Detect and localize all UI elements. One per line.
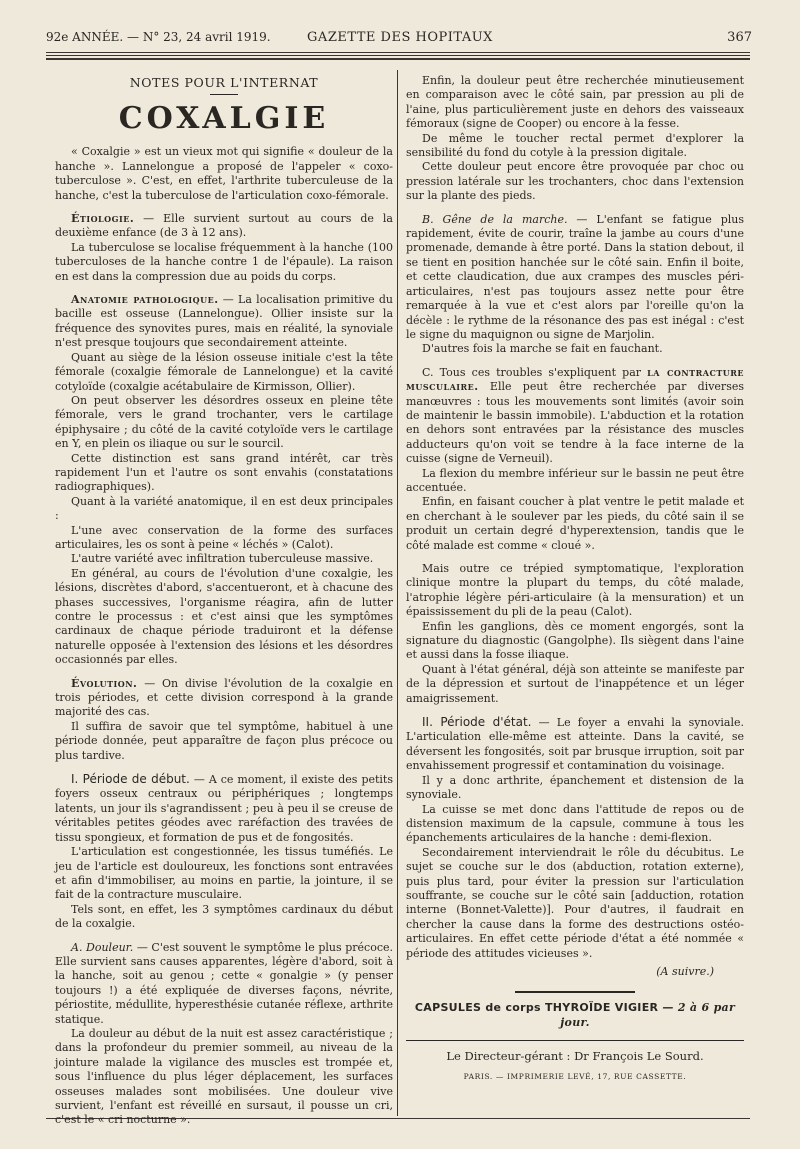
anatomie-p3: On peut observer les désordres osseux en pleine tête fémorale, vers le grand trochanter, vers le cartilage épiphysaire ; du côté de la cavité cotyloïde vers le cartilage en Y, en plein os iliaque ou sur le sourcil. (55, 393, 393, 451)
evolution-paragraph: Évolution. — On divise l'évolution de la coxalgie en trois périodes, et cette division correspond à la grande majorité des cas. (55, 676, 393, 719)
douleur-p2: La douleur au début de la nuit est assez caractéristique ; dans la profondeur du premier sommeil, au niveau de la jointure malade la vigilance des muscles est trompée et, sous l'influence du plus léger déplacement, les surfaces osseuses malades sont mobilisées. Une douleur vive survient, l'enfant est réveillé en sursaut, il pousse un cri, c'est le « cri nocturne ». (55, 1026, 393, 1127)
triad-p2: Enfin les ganglions, dès ce moment engorgés, sont la signature du diagnostic (Gangolphe). Ils siègent dans l'aine et aussi dans la fosse iliaque. (406, 619, 744, 662)
gene-p2: D'autres fois la marche se fait en fauchant. (422, 342, 663, 356)
anatomie-p2: Quant au siège de la lésion osseuse initiale c'est la tête fémorale (coxalgie fémorale de Lannelongue) et la cavité cotyloïde (coxalgie acétabulaire de Kirmisson, Ollier). (55, 350, 393, 393)
periode2-heading: II. Période d'état. (422, 715, 532, 730)
printer-line: PARIS. — IMPRIMERIE LEVÉ, 17, RUE CASSETTE. (463, 1071, 687, 1081)
contracture-p2: La flexion du membre inférieur sur le bassin ne peut être accentuée. (406, 466, 744, 494)
intro-paragraph: « Coxalgie » est un vieux mot qui signifie « douleur de la hanche ». Lannelongue a proposé de l'appeler « coxo-tuberculose ». C'est, en effet, l'arthrite tuberculeuse de la hanche, c'est la tuberculose de l'articulation coxo-fémorale. (55, 145, 393, 202)
page-number: 367 (727, 30, 752, 45)
triad-p3: Quant à l'état général, déjà son atteinte se manifeste par de la dépression et surtout de l'inappétence et un léger amaigrissement. (406, 662, 744, 705)
etiologie-paragraph: Étiologie. — Elle survient surtout au cours de la deuxième enfance (de 3 à 12 ans). (55, 212, 393, 240)
anatomie-p7: L'autre variété avec infiltration tuberculeuse massive. (71, 552, 374, 566)
header-rule-bottom (46, 58, 750, 60)
periode2-p4: Secondairement interviendrait le rôle du décubitus. Le sujet se couche sur le dos (abduction, rotation externe), puis plus tard, pour éviter la pression sur l'articulation souffrante, se couche sur le côté sain [adduction, rotation interne (Bonnet-Valette)]. Pour d'autres, il faudrait en chercher la cause dans la forme des destructions ostéo-articulaires. En effet cette période d'état a été nommée « période des attitudes vicieuses ». (406, 845, 744, 960)
contracture-p3: Enfin, en faisant coucher à plat ventre le petit malade et en cherchant à le soulever par les pieds, du côté sain il se produit un certain degré d'hyperextension, tandis que le côté malade est comme « cloué ». (406, 495, 744, 552)
douleur-heading: A. Douleur. (71, 940, 134, 954)
contracture-paragraph: C. Tous ces troubles s'expliquent par la contracture musculaire. Elle peut être recherchée par diverses manœuvres : tous les mouvements sont limités (avoir soin de maintenir le bassin immobile). L'abduction et la rotation en dehors sont entravées par la résistance des muscles adducteurs qu'on voit se tendre à la face interne de la cuisse (signe de Verneuil). (406, 365, 744, 466)
article-kicker: NOTES POUR L'INTERNAT (129, 75, 319, 90)
anatomie-heading: Anatomie pathologique. (71, 293, 219, 307)
article-title: COXALGIE (118, 101, 330, 137)
capsules-ad: CAPSULES de corps THYROÏDE VIGIER — 2 à 6 par jour. (414, 1001, 736, 1029)
anatomie-p6: L'une avec conservation de la forme des surfaces articulaires, les os sont à peine « léchés » (Calot). (55, 523, 393, 551)
evolution-p2: Il suffira de savoir que tel symptôme, habituel à une période donnée, peut apparaître de façon plus précoce ou plus tardive. (55, 719, 393, 762)
column-left (55, 74, 393, 1128)
column-divider (397, 70, 398, 1116)
ad-rule (515, 991, 635, 993)
gene-paragraph: B. Gêne de la marche. — L'enfant se fatigue plus rapidement, évite de courir, traîne la jambe au cours d'une promenade, demande à être porté. Dans la station debout, il se tient en position hanchée sur le côté sain. Enfin il boite, et cette claudication, due aux crampes des muscles péri-articulaires, n'est pas toujours assez nette pour être remarquée à la vue et c'est alors par l'oreille qu'on la décèle : le rythme de la résonance des pas est inégal : c'est le signe du maquignon ou signe de Marjolin. (406, 212, 744, 341)
douleur-p5: Cette douleur peut encore être provoquée par choc ou pression latérale sur les trochanters, choc dans l'extension sur la plante des pieds. (406, 160, 744, 203)
kicker-rule (210, 94, 238, 95)
periode2-p2: Il y a donc arthrite, épanchement et distension de la synoviale. (406, 773, 744, 802)
douleur-p3: Enfin, la douleur peut être recherchée minutieusement en comparaison avec le côté sain, par pression au pli de l'aine, plus particulièrement juste en dehors des vaisseaux fémoraux (signe de Cooper) ou encore à la fesse. (406, 74, 744, 131)
anatomie-p8: En général, au cours de l'évolution d'une coxalgie, les lésions, discrètes d'abord, s'accentueront, et à chacune des phases successives, l'organisme réagira, afin de lutter contre le processus : et c'est ainsi que les symptômes cardinaux de chaque période traduiront et la défense naturelle opposée à l'extension des lésions et les désordres occasionnés par elles. (55, 566, 393, 667)
anatomie-p5: Quant à la variété anatomique, il en est deux principales : (55, 494, 393, 523)
issue-info: 92e ANNÉE. — N° 23, 24 avril 1919. (46, 30, 271, 44)
column-right (406, 74, 744, 1084)
evolution-heading: Évolution. (71, 676, 138, 690)
gene-heading: B. Gêne de la marche. (422, 212, 568, 226)
douleur-p4: De même le toucher rectal permet d'explorer la sensibilité du fond du cotyle à la pression digitale. (406, 131, 744, 160)
etiologie-p2: La tuberculose se localise fréquemment à la hanche (100 tuberculoses de la hanche contre 1 de l'épaule). La raison en est dans la compression due au poids du corps. (55, 240, 393, 283)
triad-p1: Mais outre ce trépied symptomatique, l'exploration clinique montre la plupart du temps, du côté malade, l'atrophie légère péri-articulaire (à la mensuration) et un épaississement du pli de la peau (Calot). (406, 562, 744, 619)
anatomie-p4: Cette distinction est sans grand intérêt, car très rapidement l'un et l'autre os sont envahis (constatations radiographiques). (55, 451, 393, 494)
journal-title: GAZETTE DES HOPITAUX (307, 30, 493, 45)
periode1-heading: I. Période de début. (71, 772, 190, 787)
douleur-paragraph: A. Douleur. — C'est souvent le symptôme le plus précoce. Elle survient sans causes apparentes, légère d'abord, soit à la hanche, soit au genou ; cette « gonalgie » (y penser toujours !) a été expliquée de diverses façons, névrite, périostite, médullite, hyperesthésie cutanée réflexe, arthrite statique. (55, 940, 394, 1026)
periode2-p3: La cuisse se met donc dans l'attitude de repos ou de distension maximum de la capsule, commune à tous les épanchements articulaires de la hanche : demi-flexion. (406, 802, 744, 845)
continued-note: (A suivre.) (656, 964, 714, 978)
anatomie-paragraph: Anatomie pathologique. — La localisation primitive du bacille est osseuse (Lannelongue). Ollier insiste sur la fréquence des synovites pures, mais en réalité, la synoviale n'est presque toujours que secondairement atteinte. (55, 293, 393, 350)
periode1-paragraph: I. Période de début. — A ce moment, il existe des petits foyers osseux centraux ou périphériques ; longtemps latents, un jour ils s'agrandissent ; peu à peu il se creuse de véritables petites géodes avec raréfaction des travées de tissu spongieux, et formation de pus et de fongosités. (55, 772, 393, 844)
etiologie-heading: Étiologie. (71, 212, 135, 226)
header-rule-mid (46, 55, 750, 56)
periode1-p3: Tels sont, en effet, les 3 symptômes cardinaux du début de la coxalgie. (55, 902, 393, 931)
periode1-p2: L'articulation est congestionnée, les tissus tuméfiés. Le jeu de l'article est douloureux, les fonctions sont entravées et afin d'immobiliser, au moins en partie, la jointure, il se fait de la contracture musculaire. (55, 845, 393, 902)
footer-rule (406, 1040, 744, 1041)
contracture-heading: la contracture musculaire. (406, 365, 744, 394)
header-rule-top (46, 52, 750, 53)
director-line: Le Directeur-gérant : Dr François Le Sourd. (446, 1049, 704, 1064)
periode2-paragraph: II. Période d'état. — Le foyer a envahi la synoviale. L'articulation elle-même est atteinte. Dans la cavité, se déversent les fongosités, soit par brusque irruption, soit par envahissement progressif et contamination du voisinage. (406, 715, 744, 773)
